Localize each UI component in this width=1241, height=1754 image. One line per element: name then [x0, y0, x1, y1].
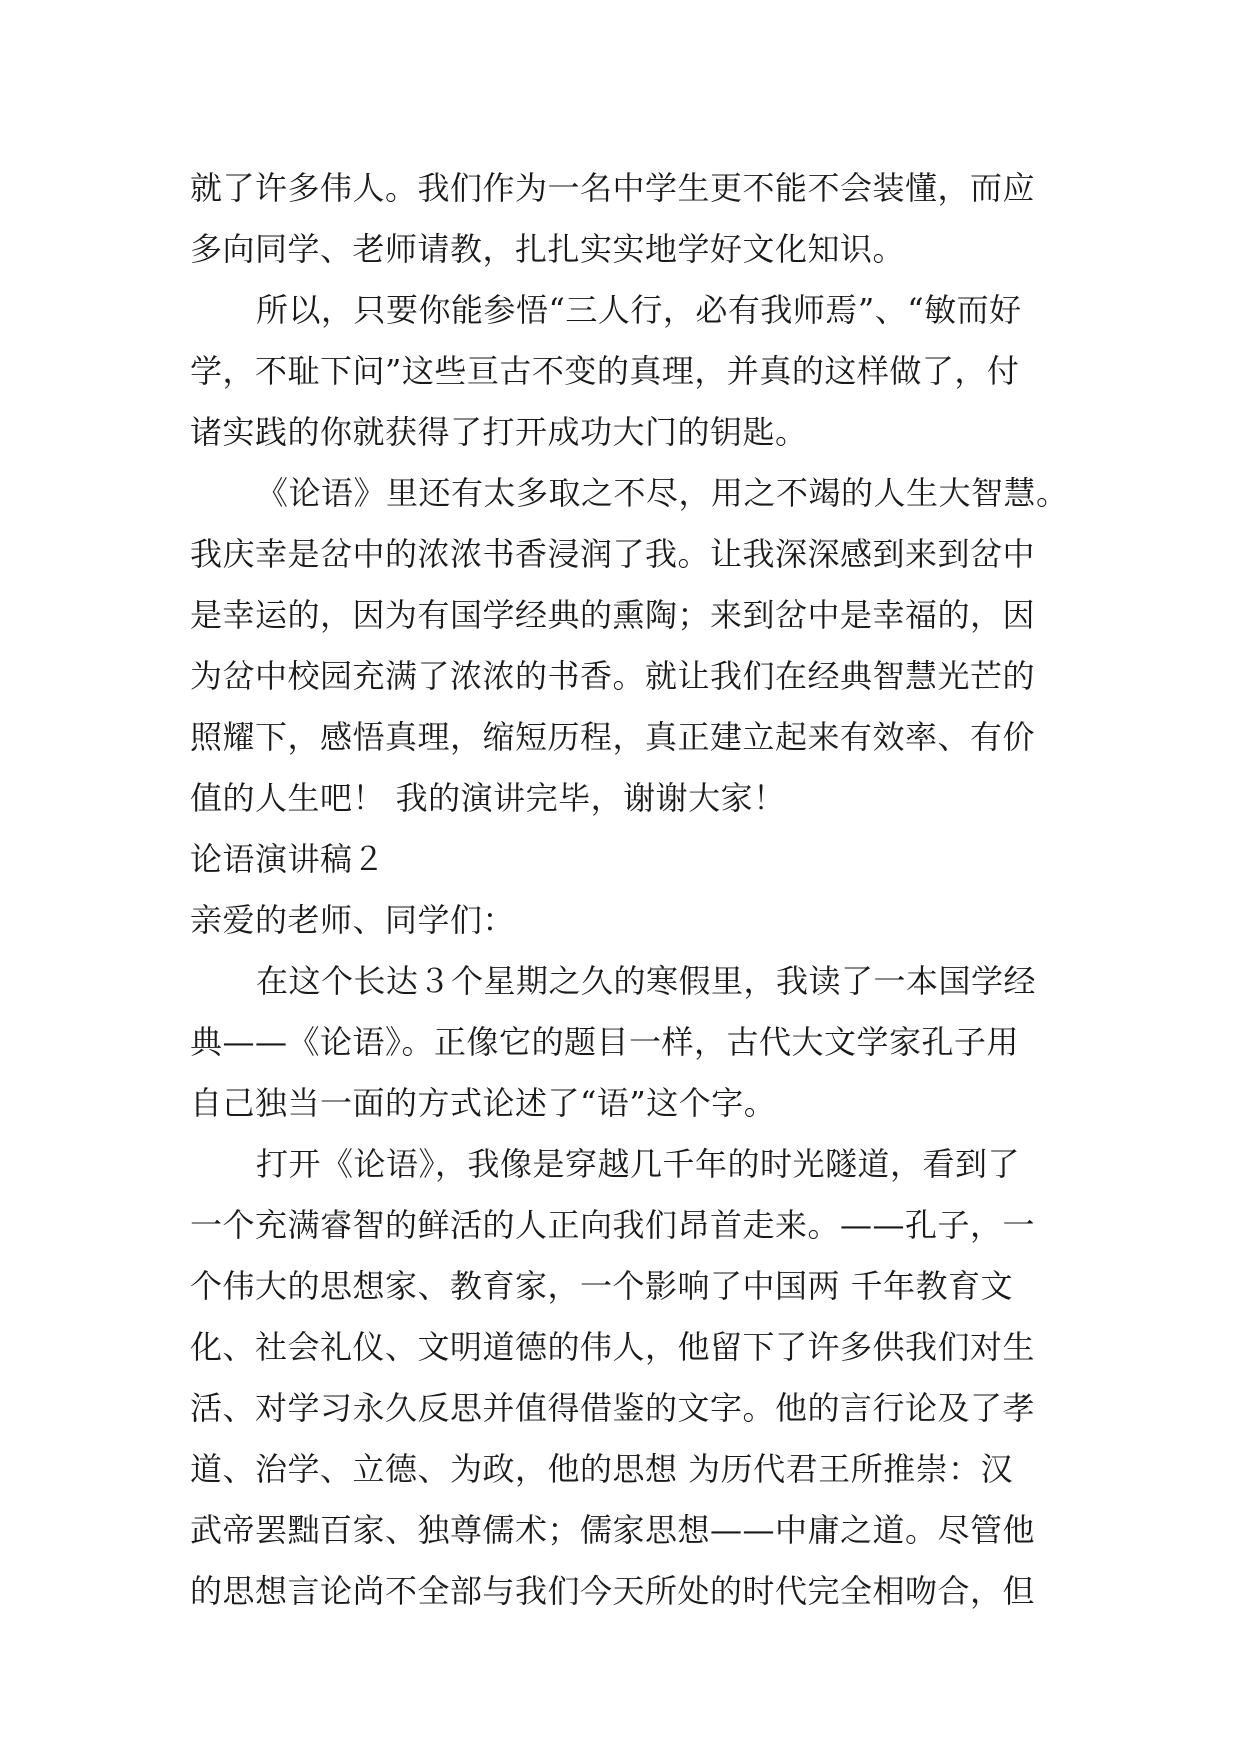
text-line: 就了许多伟人。我们作为一名中学生更不能不会装懂，而应: [190, 169, 1036, 207]
text-line: 值的人生吧！ 我的演讲完毕，谢谢大家！: [190, 779, 786, 817]
text-line: 的思想言论尚不全部与我们今天所处的时代完全相吻合，但: [190, 1572, 1036, 1610]
text-line: 道、治学、立德、为政，他的思想 为历代君王所推崇：汉: [190, 1450, 1014, 1488]
paragraph-start-line: 《论语》里还有太多取之不尽，用之不竭的人生大智慧。: [256, 474, 1069, 512]
text-line: 一个充满睿智的鲜活的人正向我们昂首走来。——孔子，一: [190, 1206, 1036, 1244]
text-line: 活、对学习永久反思并值得借鉴的文字。他的言行论及了孝: [190, 1389, 1036, 1427]
salutation: 亲爱的老师、同学们：: [190, 901, 516, 939]
text-line: 典——《论语》。正像它的题目一样，古代大文学家孔子用: [190, 1023, 1020, 1061]
paragraph-start-line: 打开《论语》，我像是穿越几千年的时光隧道，看到了: [256, 1145, 1021, 1183]
paragraph-start-line: 所以，只要你能参悟“三人行，必有我师焉”、“敏而好: [256, 291, 1022, 329]
text-line: 是幸运的，因为有国学经典的熏陶；来到岔中是幸福的，因: [190, 596, 1036, 634]
text-line: 个伟大的思想家、教育家，一个影响了中国两 千年教育文: [190, 1267, 1014, 1305]
text-line: 照耀下，感悟真理，缩短历程，真正建立起来有效率、有价: [190, 718, 1036, 756]
section-title: 论语演讲稿２: [190, 840, 386, 878]
paragraph-start-line: 在这个长达３个星期之久的寒假里，我读了一本国学经: [256, 962, 1037, 1000]
text-line: 武帝罢黜百家、独尊儒术；儒家思想——中庸之道。尽管他: [190, 1511, 1036, 1549]
text-line: 诸实践的你就获得了打开成功大门的钥匙。: [190, 413, 808, 451]
text-line: 自己独当一面的方式论述了“语”这个字。: [190, 1084, 777, 1122]
text-line: 多向同学、老师请教，扎扎实实地学好文化知识。: [190, 230, 906, 268]
text-line: 学，不耻下问”这些亘古不变的真理，并真的这样做了，付: [190, 352, 1020, 390]
text-line: 为岔中校园充满了浓浓的书香。就让我们在经典智慧光芒的: [190, 657, 1036, 695]
body-text: [190, 158, 1070, 1622]
text-line: 化、社会礼仪、文明道德的伟人，他留下了许多供我们对生: [190, 1328, 1036, 1366]
text-line: 我庆幸是岔中的浓浓书香浸润了我。让我深深感到来到岔中: [190, 535, 1036, 573]
